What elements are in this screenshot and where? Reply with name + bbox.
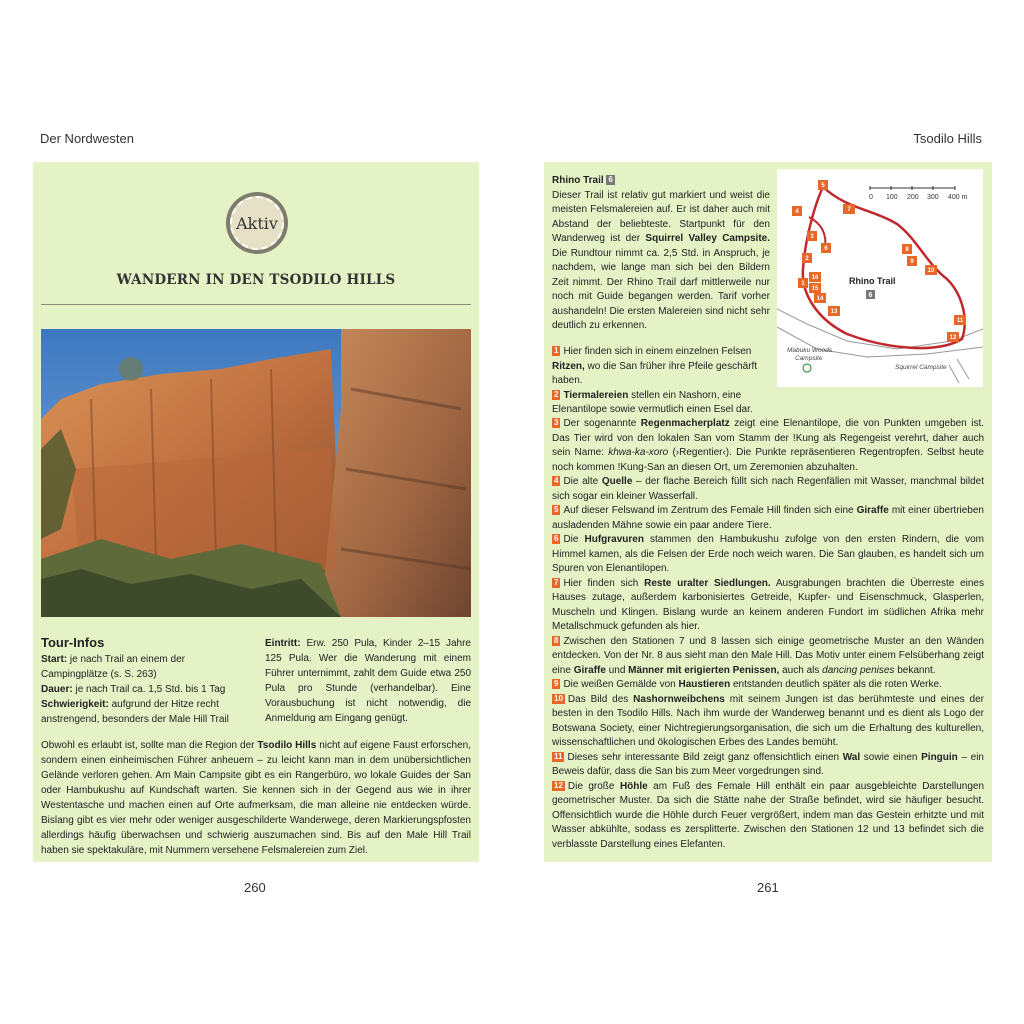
list-item: 5 Auf dieser Felswand im Zentrum des Female Hill finden sich eine Giraffe mit einer übertrieben ausladenden Mähne sowie ein paar andere Tiere.	[552, 505, 984, 531]
list-item: 6 Die Hufgravuren stammen den Hambukushu zufolge von den ersten Rindern, die vom Himmel kamen, als die Felsen der Erde noch weich waren. Die San glauben, es handelt sich um Spuren von Elenantilopen.	[552, 534, 984, 574]
map-title-badge: 6	[868, 292, 873, 299]
map-marker: 5	[821, 183, 825, 189]
map-marker: 10	[927, 268, 935, 274]
page-number-right: 261	[757, 880, 779, 895]
divider	[41, 304, 471, 305]
list-item: 3 Der sogenannte Regenmacherplatz zeigt eine Elenantilope, die von Punkten umgeben ist. Das Tier wird von den lokalen San vom Stamm der !Kung als Regengeist verehrt, daher auch sein Name: khwa-ka-xoro (›Regentier‹). Die Punkte repräsentieren Regentropfen. Selbst heute noch kommen !Kung-San an diesen Ort, um Zeremonien abzuhalten.	[552, 418, 984, 473]
map-marker: 15	[811, 286, 819, 292]
campsite-label-left: Campsite	[795, 355, 823, 362]
rhino-trail-title: Rhino Trail	[552, 175, 604, 186]
rhino-trail-box	[544, 162, 992, 862]
map-marker: 13	[830, 309, 838, 315]
campsite-icon	[803, 364, 811, 372]
stations-list-narrow	[552, 345, 770, 418]
dauer-info: Dauer: je nach Trail ca. 1,5 Std. bis 1 Tag	[41, 684, 226, 695]
map-marker: 16	[811, 275, 819, 281]
map-marker: 9	[910, 259, 914, 265]
campsite-label-left: Mabuku Woods	[787, 347, 833, 354]
tour-infos-left	[41, 652, 249, 727]
list-item: 10 Das Bild des Nashornweibchens mit seinem Jungen ist das berühmteste und eines der besten in den Tsodilo Hills. Nach ihm wurde der Wanderweg benannt und es dient als Logo der Botswana Society, einer Nichtregierungsorganisation, die sich um die Erhaltung des kulturellen, wissenschaftlichen und ökologischen Erbes des Landes bemüht.	[552, 693, 984, 748]
rhino-trail-intro: Rhino Trail 6 Dieser Trail ist relativ gut markiert und weist die meisten Felsmalereien auf. Er ist daher auch mit Abstand der beliebteste. Startpunkt für den Wanderweg ist der Squirrel Valley Campsite. Die Rundtour nimmt ca. 2,5 Std. in Anspruch, je nachdem, wie lange man sich bei den Bildern Zeit nimmt. Der Rhino Trail darf mittlerweile nur noch mit Guide begangen werden. Tarif vorher aushandeln! Die ersten Malereien sind nicht sehr deutlich zu erkennen.	[552, 175, 771, 331]
map-marker: 4	[795, 209, 799, 215]
scale-label: 200	[907, 194, 919, 201]
aktiv-badge	[226, 192, 288, 254]
list-item: 7 Hier finden sich Reste uralter Siedlungen. Ausgrabungen brachten die Überreste eines Hauses zutage, außerdem karbonisiertes Getreide, Kupfer- und Eisenschmuck, Glasperlen, Muscheln und Klingen. Bislang wurde an keinem anderen Fundort im südlichen Afrika mehr Metallschmuck gefunden als hier.	[552, 577, 984, 632]
map-marker: 3	[810, 234, 814, 240]
activity-box	[33, 162, 479, 862]
map-ref-badge: 6	[608, 175, 613, 184]
list-item: 9 Die weißen Gemälde von Haustieren entstanden deutlich später als die roten Werke.	[554, 679, 942, 690]
eintritt-info: Eintritt: Erw. 250 Pula, Kinder 2–15 Jahre 125 Pula. Wer die Wanderung mit einem Führer unternimmt, zahlt dem Guide etwa 250 Pula pro Stunde (verhandelbar). Eine Vorausbuchung ist nicht notwendig, die Anmeldung am Eingang genügt.	[265, 638, 471, 724]
list-item: 4 Die alte Quelle – der flache Bereich füllt sich nach Regenfällen mit Wasser, manchmal bildet sich sogar ein kleiner Wasserfall.	[552, 476, 984, 502]
map-marker: 11	[956, 318, 964, 324]
rock-painting-photo	[41, 329, 471, 617]
running-head-left: Der Nordwesten	[40, 131, 134, 146]
schwierigkeit-info: Schwierigkeit: aufgrund der Hitze recht anstrengend, besonders der Male Hill Trail	[41, 699, 229, 725]
map-marker: 8	[905, 247, 909, 253]
start-info: Start: je nach Trail an einem der Campingplätze (s. S. 263)	[41, 654, 185, 680]
body-paragraph: Obwohl es erlaubt ist, sollte man die Region der Tsodilo Hills nicht auf eigene Faust erforschen, sondern einen einheimischen Führer anheuern – zu leicht kann man in dem unübersichtlichen Gelände verloren gehen. Am Main Campsite gibt es ein Rangerbüro, wo lokale Guides der San oder Hambukushu auf Kundschaft warten. Sie kennen sich in der Gegend aus wie in ihrer Westentasche und machen einen auf Orte aufmerksam, die man alleine nie entdecken würde. Bislang gibt es vier mehr oder weniger ausgeschilderte Wanderwege, deren Markierungspfosten allerdings häufig überwachsen und schwierig auszumachen sind. Bis auf den Male Hill Trail haben sie spektakuläre, mit Nummern versehene Felsmalereien zum Ziel.	[41, 740, 471, 856]
stations-list	[552, 417, 984, 852]
rhino-trail-map	[777, 169, 983, 387]
list-item: 11 Dieses sehr interessante Bild zeigt ganz offensichtlich einen Wal sowie einen Pinguin – ein Beweis dafür, dass die San bis zum Meer vorgedrungen sind.	[552, 751, 984, 777]
page-number-left: 260	[244, 880, 266, 895]
list-item: 8 Zwischen den Stationen 7 und 8 lassen sich einige geometrische Muster an den Wänden entdecken. Von der Nr. 8 aus sieht man den Male Hill. Das Motiv unter einem Felsüberhang zeigt eine Giraffe und Männer mit erigierten Penissen, auch als dancing penises bekannt.	[552, 635, 984, 676]
map-marker: 2	[805, 256, 809, 262]
map-marker: 1	[801, 281, 805, 287]
list-item: 1 Hier finden sich in einem einzelnen Felsen Ritzen, wo die San früher ihre Pfeile geschärft haben.	[552, 346, 758, 386]
aktiv-badge-label: Aktiv	[230, 196, 284, 250]
map-marker: 14	[816, 296, 824, 302]
list-item: 2 Tiermalereien stellen ein Nashorn, eine Elenantilope sowie vermutlich einen Esel dar.	[552, 389, 753, 415]
tour-infos-heading: Tour-Infos	[41, 635, 105, 650]
scale-label: 400 m	[948, 194, 968, 201]
campsite-label-right: Squirrel Campsite	[895, 364, 947, 371]
running-head-right: Tsodilo Hills	[913, 131, 982, 146]
map-marker: 7	[847, 207, 851, 213]
map-title: Rhino Trail	[849, 276, 896, 286]
scale-label: 100	[886, 194, 898, 201]
scale-label: 300	[927, 194, 939, 201]
map-marker: 12	[949, 335, 957, 341]
scale-label: 0	[869, 194, 873, 201]
section-title: WANDERN IN DEN TSODILO HILLS	[116, 272, 396, 288]
map-marker: 6	[824, 246, 828, 252]
list-item: 12 Die große Höhle am Fuß des Female Hill enthält ein paar ausgebleichte Darstellungen geometrischer Muster. Da sich die Stätte nahe der Straße befindet, wird sie häufiger besucht. Offensichtlich wurde die Höhle durch Feuer vergrößert, indem man das Gestein erhitzte und mit Wasser abkühlte, sodass es zersplitterte. Zwischen den Stationen 12 und 13 befindet sich die verblasste Darstellung eines Elefanten.	[552, 780, 985, 850]
